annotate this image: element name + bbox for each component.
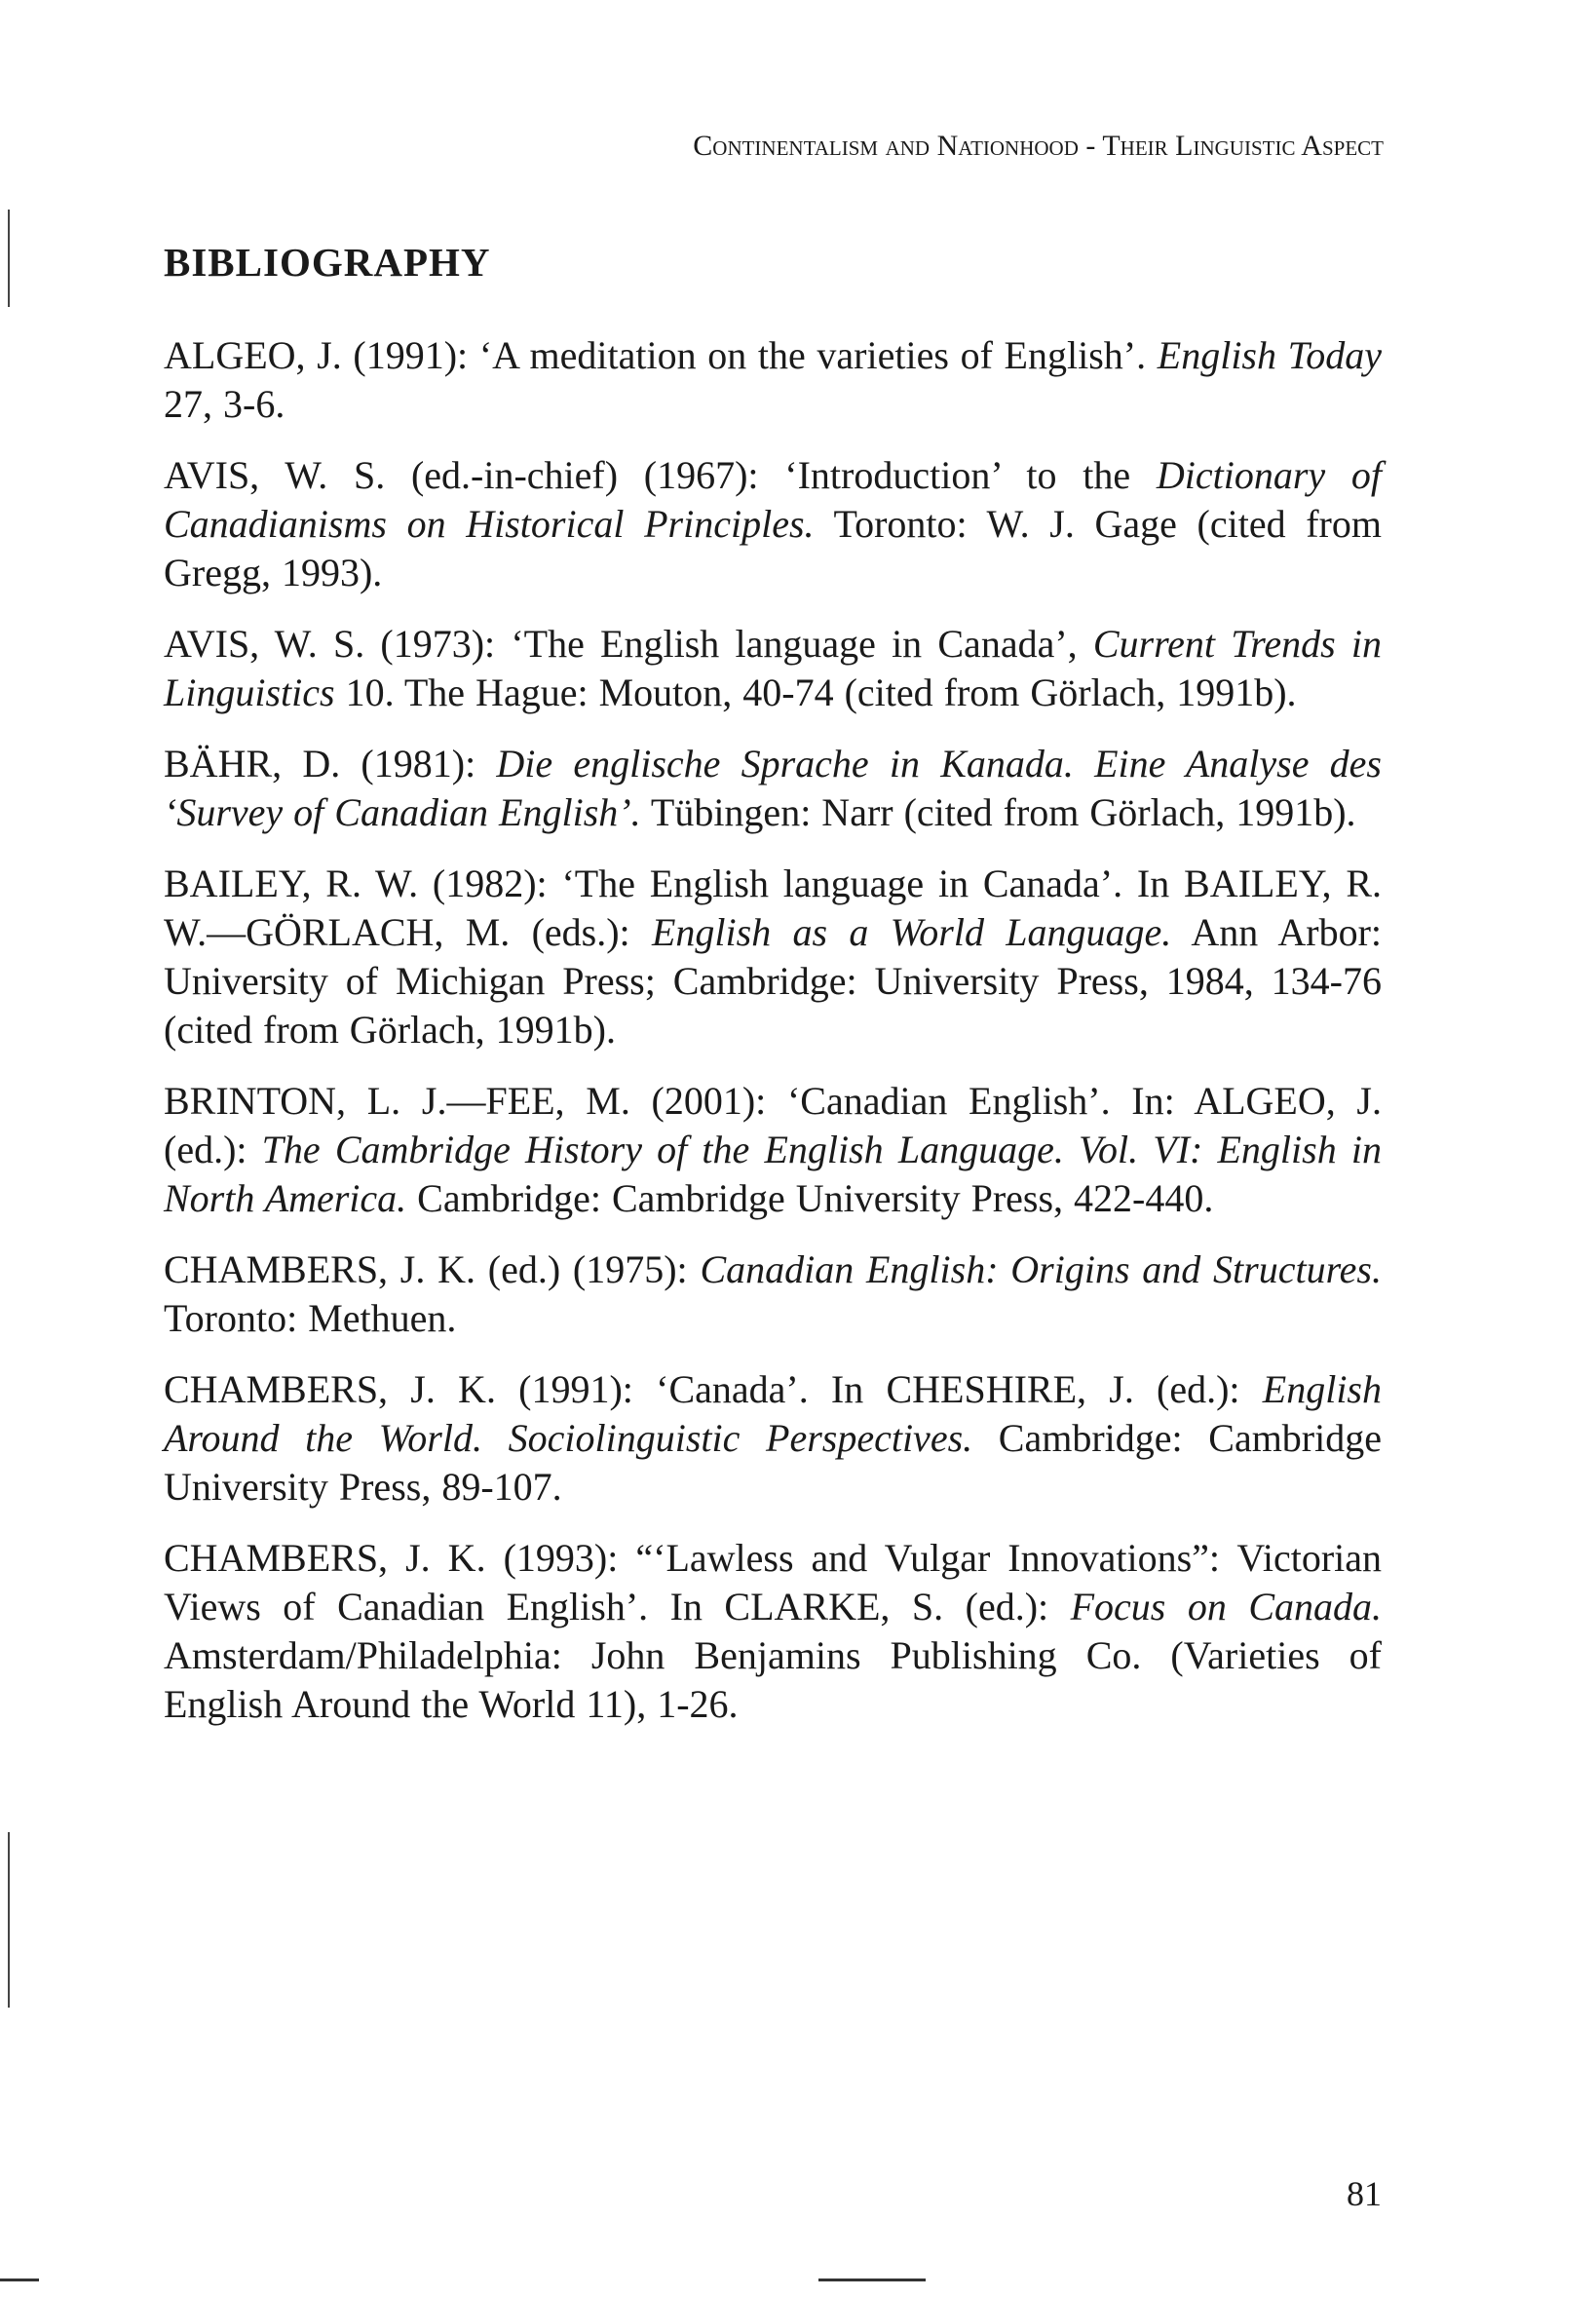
entry-text: Cambridge: Cambridge University Press, 422-440. xyxy=(406,1176,1214,1220)
entry-text: BÄHR, D. (1981): xyxy=(164,742,497,785)
entry-title: English Around the World. Sociolinguistic Perspectives. xyxy=(164,1367,1382,1460)
scan-edge-mark xyxy=(8,210,10,307)
entry-title: English as a World Language. xyxy=(651,910,1172,954)
page-number: 81 xyxy=(1347,2174,1382,2213)
entry-text: ALGEO, J. (1991): ‘A meditation on the varieties of English’. xyxy=(164,333,1158,377)
bibliography-entry xyxy=(164,1077,1382,1223)
entry-text: BRINTON, L. J.—FEE, M. (2001): ‘Canadian English’. In: ALGEO, J. (ed.): xyxy=(164,1079,1382,1171)
entry-text: Amsterdam/Philadelphia: John Benjamins Publishing Co. (Varieties of English Around the World 11), 1-26. xyxy=(164,1633,1382,1726)
bibliography-list xyxy=(164,331,1382,1751)
bibliography-entry xyxy=(164,1365,1382,1512)
entry-text: AVIS, W. S. (1973): ‘The English language in Canada’, xyxy=(164,622,1093,666)
entry-text: Tübingen: Narr (cited from Görlach, 1991b). xyxy=(640,790,1356,834)
bibliography-entry xyxy=(164,331,1382,429)
entry-title: Focus on Canada. xyxy=(1070,1585,1382,1628)
scan-edge-mark xyxy=(8,1832,10,2008)
bibliography-entry xyxy=(164,860,1382,1054)
scan-edge-mark xyxy=(0,2279,39,2281)
entry-text: AVIS, W. S. (ed.-in-chief) (1967): ‘Introduction’ to the xyxy=(164,453,1157,497)
running-head: Continentalism and Nationhood - Their Linguistic Aspect xyxy=(693,130,1384,162)
entry-text: CHAMBERS, J. K. (ed.) (1975): xyxy=(164,1247,701,1291)
bibliography-entry xyxy=(164,451,1382,597)
scan-edge-mark xyxy=(818,2279,926,2281)
bibliography-entry xyxy=(164,620,1382,717)
entry-text: Cambridge: Cambridge University Press, 89-107. xyxy=(164,1416,1382,1509)
bibliography-entry xyxy=(164,1245,1382,1343)
entry-text: BAILEY, R. W. (1982): ‘The English language in Canada’. In BAILEY, R. W.—GÖRLACH, M. (eds.): xyxy=(164,862,1382,954)
entry-text: CHAMBERS, J. K. (1993): “‘Lawless and Vulgar Innovations”: Victorian Views of Canadian English’. In CLARKE, S. (ed.): xyxy=(164,1536,1382,1628)
entry-text: Toronto: Methuen. xyxy=(164,1296,457,1340)
entry-title: Canadian English: Origins and Structures. xyxy=(700,1247,1382,1291)
section-title: BIBLIOGRAPHY xyxy=(164,240,491,285)
bibliography-entry xyxy=(164,740,1382,837)
entry-text: Toronto: W. J. Gage (cited from Gregg, 1993). xyxy=(164,502,1382,594)
entry-title: The Cambridge History of the English Language. Vol. VI: English in North America. xyxy=(164,1128,1382,1220)
entry-title: Die englische Sprache in Kanada. Eine Analyse des ‘Survey of Canadian English’. xyxy=(164,742,1382,834)
entry-title: Dictionary of Canadianisms on Historical Principles. xyxy=(164,453,1382,546)
entry-title: English Today xyxy=(1157,333,1382,377)
entry-text: 27, 3-6. xyxy=(164,382,285,426)
entry-text: CHAMBERS, J. K. (1991): ‘Canada’. In CHESHIRE, J. (ed.): xyxy=(164,1367,1263,1411)
entry-title: Current Trends in Linguistics xyxy=(164,622,1382,714)
bibliography-entry xyxy=(164,1534,1382,1729)
entry-text: 10. The Hague: Mouton, 40-74 (cited from Görlach, 1991b). xyxy=(334,670,1297,714)
entry-text: Ann Arbor: University of Michigan Press; Cambridge: University Press, 1984, 134-76 (cited from Görlach, 1991b). xyxy=(164,910,1383,1052)
